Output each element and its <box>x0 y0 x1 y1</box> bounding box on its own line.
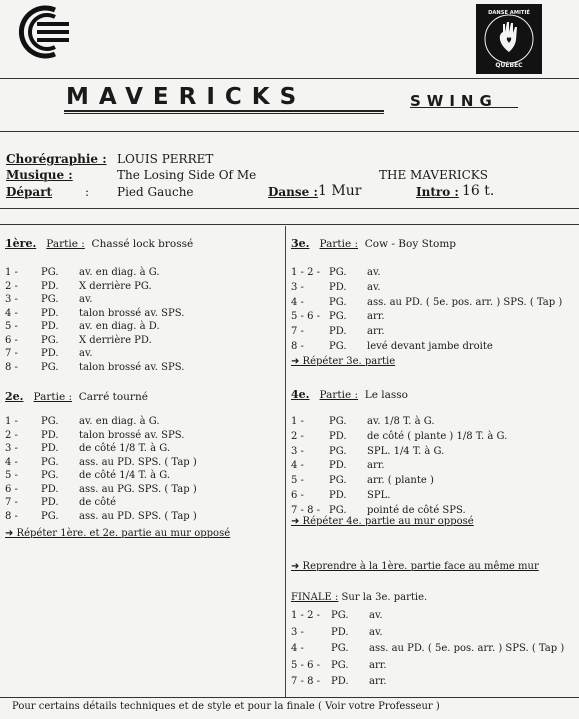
step-count: 7 - <box>291 326 304 338</box>
badge-top-text: DANSE AMITIÉ <box>488 10 530 16</box>
step-description: de côté <box>79 497 117 508</box>
step-description: de côté ( plante ) 1/8 T. à G. <box>367 430 508 442</box>
header-rule <box>0 78 579 79</box>
step-count: 8 - <box>291 341 304 352</box>
part-4-header: 4e. Partie : Le lasso <box>291 388 408 401</box>
dance-label: Danse : <box>268 185 318 199</box>
info-rule-2 <box>0 224 579 225</box>
step-description: arr. <box>369 659 387 671</box>
repeat-part-3: ➜ Répéter 3e. partie <box>291 356 396 367</box>
step-foot: PG. <box>329 296 347 308</box>
footer-rule <box>0 697 579 698</box>
step-foot: PD. <box>329 326 347 338</box>
step-description: ass. au PD. ( 5e. pos. arr. ) SPS. ( Tap ) <box>369 643 565 654</box>
part-1-header: 1ère. Partie : Chassé lock brossé <box>5 237 194 250</box>
step-description: av. <box>369 626 383 638</box>
step-foot: PG. <box>41 294 59 305</box>
step-description: arr. <box>369 676 387 687</box>
step-count: 2 - <box>5 280 18 292</box>
step-foot: PD. <box>41 429 59 441</box>
artist-value: THE MAVERICKS <box>379 168 488 182</box>
intro-label: Intro : <box>416 185 459 199</box>
step-count: 8 - <box>5 510 18 522</box>
resume-instruction: ➜ Reprendre à la 1ère. partie face au même mur <box>291 561 539 572</box>
step-description: X derrière PD. <box>79 334 152 346</box>
step-foot: PG. <box>331 610 349 621</box>
step-description: talon brossé av. SPS. <box>79 307 185 319</box>
step-count: 1 - 2 - <box>291 610 321 621</box>
info-rule <box>0 208 579 209</box>
step-foot: PD. <box>41 497 59 508</box>
step-count: 7 - 8 - <box>291 504 321 516</box>
part-2-header: 2e. Partie : Carré tourné <box>5 390 148 403</box>
step-count: 2 - <box>5 429 18 441</box>
step-count: 5 - <box>291 475 304 487</box>
step-description: SPL. 1/4 T. à G. <box>367 445 445 457</box>
step-count: 8 - <box>5 361 18 373</box>
step-description: av. <box>369 610 383 621</box>
start-colon: : <box>85 185 90 199</box>
choreo-label: Chorégraphie : <box>6 152 107 166</box>
step-foot: PD. <box>41 307 59 319</box>
step-foot: PD. <box>329 281 347 293</box>
step-description: ass. au PD. SPS. ( Tap ) <box>79 456 197 468</box>
step-count: 3 - <box>5 443 18 454</box>
step-description: talon brossé av. SPS. <box>79 361 185 373</box>
step-count: 4 - <box>291 643 304 654</box>
step-count: 1 - <box>291 416 304 427</box>
step-foot: PG. <box>329 504 347 516</box>
step-count: 7 - 8 - <box>291 676 321 687</box>
step-description: de côté 1/8 T. à G. <box>79 443 171 454</box>
step-description: av. <box>79 348 93 359</box>
step-foot: PD. <box>41 280 59 292</box>
step-foot: PD. <box>41 443 59 454</box>
title-underline-thin <box>64 113 384 114</box>
step-foot: PG. <box>331 643 349 654</box>
step-foot: PD. <box>329 430 347 442</box>
step-description: SPL. <box>367 490 391 501</box>
step-foot: PG. <box>41 456 59 468</box>
step-foot: PG. <box>41 267 59 278</box>
step-description: arr. <box>367 311 385 323</box>
step-foot: PG. <box>41 361 59 373</box>
step-count: 7 - <box>5 348 18 359</box>
choreo-value: LOUIS PERRET <box>117 152 214 166</box>
repeat-part-4: ➜ Répéter 4e. partie au mur opposé <box>291 516 474 527</box>
step-description: talon brossé av. SPS. <box>79 429 185 441</box>
step-foot: PD. <box>329 490 347 501</box>
step-description: av. 1/8 T. à G. <box>367 416 435 427</box>
step-count: 4 - <box>291 296 304 308</box>
step-count: 5 - <box>5 321 18 332</box>
step-description: arr. <box>367 326 385 338</box>
step-foot: PD. <box>41 483 59 495</box>
step-count: 2 - <box>291 430 304 442</box>
style-underline <box>410 107 518 108</box>
step-foot: PG. <box>41 416 59 427</box>
step-foot: PG. <box>329 416 347 427</box>
danse-amitie-logo <box>476 4 542 74</box>
step-count: 4 - <box>291 460 304 472</box>
step-count: 3 - <box>291 445 304 457</box>
step-foot: PD. <box>331 626 349 638</box>
step-count: 7 - <box>5 497 18 508</box>
step-foot: PG. <box>329 311 347 323</box>
start-value: Pied Gauche <box>117 185 194 199</box>
badge-city-text: QUÉBEC <box>495 62 523 69</box>
step-description: av. en diag. à D. <box>79 321 160 332</box>
title-underline <box>64 110 384 112</box>
intro-value: 16 t. <box>462 183 495 199</box>
step-count: 4 - <box>5 307 18 319</box>
dance-title: MAVERICKS <box>66 84 307 110</box>
step-foot: PD. <box>329 460 347 472</box>
step-foot: PD. <box>41 348 59 359</box>
hand-heart-icon <box>476 4 542 74</box>
step-description: arr. ( plante ) <box>367 475 434 487</box>
step-description: de côté 1/4 T. à G. <box>79 470 171 481</box>
step-foot: PG. <box>41 334 59 346</box>
step-foot: PG. <box>329 475 347 487</box>
step-count: 1 - <box>5 416 18 427</box>
step-foot: PG. <box>329 341 347 352</box>
column-divider <box>285 226 286 697</box>
step-description: av. <box>367 281 381 293</box>
step-description: X derrière PG. <box>79 280 152 292</box>
step-count: 5 - 6 - <box>291 311 321 323</box>
step-count: 5 - 6 - <box>291 659 321 671</box>
step-description: av. en diag. à G. <box>79 267 160 278</box>
step-count: 3 - <box>291 626 304 638</box>
step-count: 4 - <box>5 456 18 468</box>
step-foot: PG. <box>331 659 349 671</box>
step-count: 6 - <box>291 490 304 501</box>
step-foot: PD. <box>331 676 349 687</box>
step-count: 1 - 2 - <box>291 267 321 278</box>
dance-value: 1 Mur <box>318 183 362 199</box>
finale-header: FINALE : Sur la 3e. partie. <box>291 592 428 603</box>
step-count: 3 - <box>291 281 304 293</box>
dance-style: SWING <box>410 92 498 110</box>
step-foot: PG. <box>329 267 347 278</box>
step-foot: PG. <box>329 445 347 457</box>
step-description: av. <box>79 294 93 305</box>
footer-note: Pour certains détails techniques et de style et pour la finale ( Voir votre Professeur ) <box>12 701 440 712</box>
club-logo-icon <box>15 4 73 60</box>
music-value: The Losing Side Of Me <box>117 168 257 182</box>
step-foot: PG. <box>41 510 59 522</box>
step-count: 3 - <box>5 294 18 305</box>
step-count: 6 - <box>5 483 18 495</box>
step-description: pointé de côté SPS. <box>367 504 466 516</box>
step-description: av. <box>367 267 381 278</box>
step-foot: PG. <box>41 470 59 481</box>
part-3-header: 3e. Partie : Cow - Boy Stomp <box>291 237 457 250</box>
step-count: 6 - <box>5 334 18 346</box>
start-label: Départ <box>6 185 53 199</box>
step-description: levé devant jambe droite <box>367 341 493 352</box>
step-description: ass. au PD. ( 5e. pos. arr. ) SPS. ( Tap ) <box>367 296 563 308</box>
step-count: 5 - <box>5 470 18 481</box>
music-label: Musique : <box>6 168 73 182</box>
step-foot: PD. <box>41 321 59 332</box>
step-description: av. en diag. à G. <box>79 416 160 427</box>
step-description: ass. au PG. SPS. ( Tap ) <box>79 483 197 495</box>
step-description: ass. au PD. SPS. ( Tap ) <box>79 510 197 522</box>
title-rule <box>0 131 579 132</box>
step-count: 1 - <box>5 267 18 278</box>
step-description: arr. <box>367 460 385 472</box>
repeat-parts-1-2: ➜ Répéter 1ère. et 2e. partie au mur opposé <box>5 528 231 539</box>
